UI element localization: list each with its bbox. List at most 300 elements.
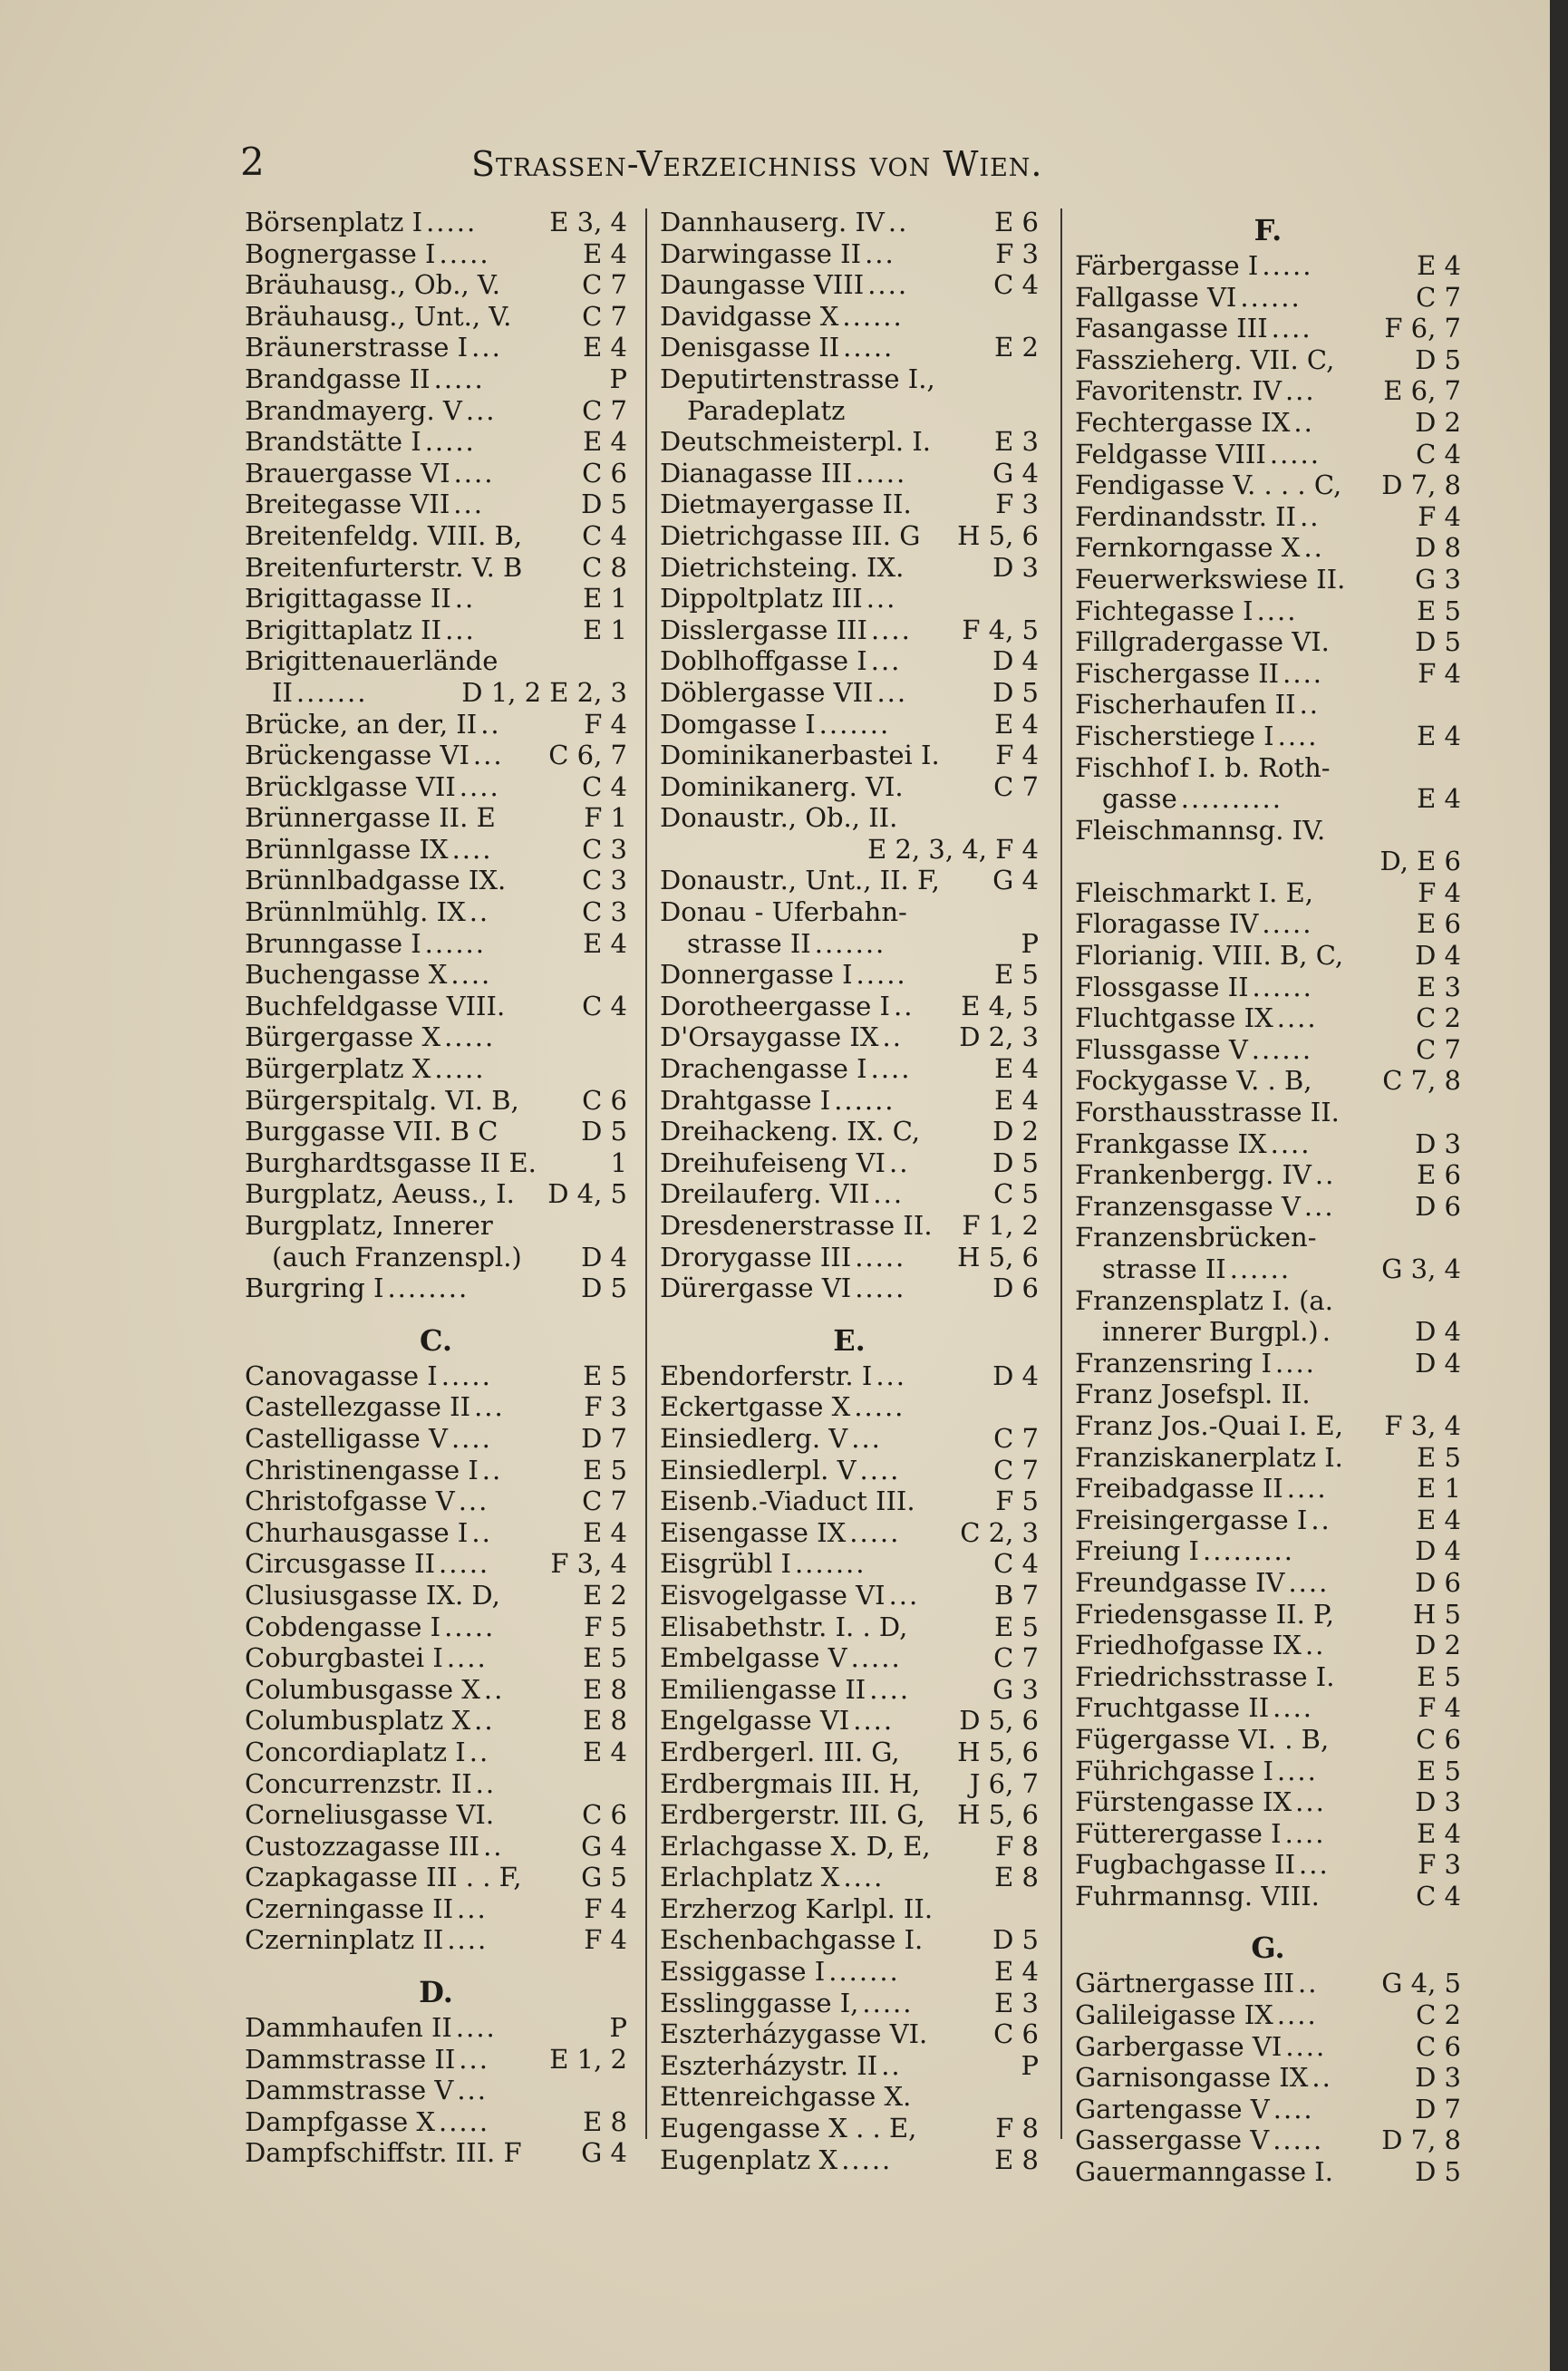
grid-reference: F 4 [1418,876,1461,908]
leader-dots: .... [870,614,912,645]
street-entry [245,2012,627,2044]
street-name: Flussgasse V [1075,1033,1248,1065]
grid-reference: P [1021,2049,1039,2081]
street-name: Bognergasse I [245,237,436,269]
street-name: Gärtnergasse III [1075,1968,1295,1999]
leader-dots: ..... [426,207,478,237]
grid-reference: D 6 [1415,1566,1461,1598]
grid-reference: C 7 [582,269,627,301]
grid-reference: E 1 [583,614,627,645]
street-entry [245,896,627,928]
leader-dots: .. [882,1021,903,1053]
leader-dots: .... [1275,1347,1316,1379]
leader-dots: ... [471,332,502,363]
section-heading: F. [1253,213,1282,247]
street-entry [660,1580,1039,1611]
street-entry [1075,564,1461,595]
leader-dots: .... [853,1705,895,1737]
street-entry [245,489,627,520]
section-spacer [1075,1911,1461,1924]
street-name: Eugengasse X . . E, [660,2113,917,2144]
leader-dots: .. [1312,2062,1332,2094]
section-heading: G. [1251,1931,1285,1966]
street-entry [245,2137,627,2169]
street-name: Paradeplatz [687,394,846,426]
leader-dots: .. [469,1736,490,1767]
street-entry [660,896,1039,928]
grid-reference: G 4, 5 [1381,1968,1461,1999]
street-entry [245,1021,627,1053]
street-entry [660,2050,1039,2082]
street-entry [245,1210,627,1242]
street-entry [1075,1535,1461,1567]
entry-continuation [245,677,627,709]
leader-dots: .... [447,1924,489,1956]
street-entry [1075,1379,1461,1410]
leader-dots: .. [1298,1968,1319,1999]
leader-dots: .. [888,1147,910,1178]
street-entry [660,991,1039,1022]
leader-dots: .... [1256,595,1298,626]
street-name: Czerninplatz II [245,1924,444,1956]
grid-reference: C 3 [582,865,627,896]
grid-reference: C 4 [582,519,627,551]
grid-reference: E 4 [994,1084,1039,1116]
street-entry [1075,501,1461,533]
street-name: Burgplatz, Innerer [245,1210,493,1241]
leader-dots: ... [453,489,484,520]
street-name: Churhausgasse I [245,1516,469,1548]
grid-reference: E 5 [1417,1441,1461,1473]
street-entry [1075,532,1461,564]
grid-reference: E 6 [1417,1159,1461,1191]
street-entry [660,1956,1039,1988]
leader-dots: ...... [842,300,904,332]
street-entry [245,1423,627,1455]
street-entry [245,834,627,866]
street-entry [1075,940,1461,972]
section-heading: D. [419,1975,453,2010]
street-name: Einsiedlerg. V [660,1422,848,1454]
leader-dots: .. [881,2049,902,2081]
leader-dots: ... [474,1391,505,1423]
street-entry [245,1391,627,1423]
grid-reference: C 6 [582,1799,627,1831]
street-entry [245,1085,627,1117]
street-entry [660,1831,1039,1863]
street-name: Bürgergasse X [245,1021,441,1053]
street-name: Fockygasse V. . B, [1075,1065,1312,1097]
leader-dots: ..... [439,1548,490,1580]
grid-reference: F 4 [1418,1692,1461,1724]
street-name: Fernkorngasse X [1075,532,1301,564]
street-name: Fürstengasse IX [1075,1786,1292,1818]
street-entry [660,1548,1039,1580]
street-name: strasse II [1102,1253,1226,1284]
leader-dots: .... [450,1422,492,1454]
street-entry [1075,1410,1461,1442]
street-name: Drachengasse I [660,1053,867,1085]
street-entry [245,1831,627,1863]
grid-reference: C 7 [993,1454,1039,1486]
street-name: Forsthausstrasse II. [1075,1097,1340,1128]
street-entry [660,301,1039,333]
street-name: Burgring I [245,1273,384,1304]
leader-dots: .......... [1180,783,1282,815]
grid-reference: E 4 [1417,1504,1461,1535]
street-name: Donnergasse I [660,959,853,991]
grid-reference: F 5 [584,1611,627,1642]
street-entry [1075,689,1461,721]
grid-reference: D 6 [1415,1190,1461,1222]
street-name: Dammstrasse II [245,2043,456,2075]
grid-reference: D 2 [1415,1630,1461,1661]
street-entry [660,426,1039,458]
grid-reference: D 3 [1415,2062,1461,2094]
grid-reference: C 2 [1416,1002,1461,1034]
grid-reference: E 4 [994,708,1039,740]
street-entry [245,1147,627,1179]
street-entry [660,2018,1039,2050]
leader-dots: ... [865,237,895,269]
entry-continuation [245,1242,627,1273]
street-entry [660,1391,1039,1423]
leader-dots: .... [451,833,493,865]
street-entry [245,1642,627,1674]
street-entry [245,991,627,1022]
grid-reference: D 7, 8 [1381,469,1461,501]
grid-reference: D 4 [1415,1535,1461,1567]
street-entry [660,1053,1039,1085]
leader-dots: .... [1286,1473,1328,1505]
street-name: Franziskanerplatz I. [1075,1441,1343,1473]
leader-dots: ..... [444,1021,496,1053]
grid-reference: C 6 [1416,1723,1461,1755]
leader-dots: ...... [1240,281,1302,313]
street-name: Dorotheergasse I [660,990,891,1021]
grid-reference: E 4, 5 [961,990,1039,1021]
street-name: Freisingergasse I [1075,1504,1308,1535]
street-name: Breitegasse VII [245,489,450,520]
street-name: Friedensgasse II. P, [1075,1598,1334,1630]
grid-reference: D 5 [992,676,1039,708]
street-entry [245,865,627,896]
street-name: Frankenbergg. IV [1075,1159,1312,1191]
leader-dots: ... [458,1486,489,1517]
grid-reference: C 7 [582,394,627,426]
street-name: Fasszieherg. VII. C, [1075,344,1335,375]
leader-dots: ..... [424,426,476,458]
grid-reference: E 2 [583,1579,627,1611]
leader-dots: .... [1276,1002,1318,1034]
leader-dots: ... [1299,1849,1330,1881]
street-entry [245,1273,627,1304]
leader-dots: ... [1295,1786,1326,1818]
grid-reference: E 1 [583,583,627,615]
street-entry [1075,375,1461,407]
street-name: Eugenplatz X [660,2144,838,2175]
street-entry [660,1705,1039,1737]
street-name: gasse [1102,783,1177,815]
street-name: Erdbergerstr. III. G, [660,1799,925,1831]
leader-dots: .. [483,1830,504,1862]
grid-reference: D 6 [992,1273,1039,1304]
grid-reference: E 3 [994,426,1039,458]
grid-reference: G 3, 4 [1381,1253,1461,1284]
leader-dots: .. [483,1673,505,1705]
leader-dots: ... [1303,1190,1335,1222]
grid-reference: E 6, 7 [1383,375,1461,407]
street-entry [660,1768,1039,1800]
leader-dots: .... [455,2012,497,2044]
street-entry [660,207,1039,238]
column-rule-2 [1060,208,1062,2139]
street-entry [660,1360,1039,1392]
street-name: Franzensplatz I. (a. [1075,1284,1333,1316]
grid-reference: J 6, 7 [969,1767,1039,1799]
street-entry [245,363,627,395]
street-name: Fruchtgasse II [1075,1692,1270,1724]
street-entry [245,645,627,677]
street-name: Bürgerspitalg. VI. B, [245,1084,519,1116]
street-entry [245,301,627,333]
street-name: Favoritenstr. IV [1075,375,1282,407]
street-entry [1075,1599,1461,1631]
street-name: Fendigasse V. . . . C, [1075,469,1342,501]
street-name: Erdbergerl. III. G, [660,1736,900,1767]
street-entry [1075,877,1461,909]
street-entry [1075,1285,1461,1317]
grid-reference: D 3 [1415,1127,1461,1159]
leader-dots: ...... [834,1084,895,1116]
grid-reference: C 6 [582,457,627,489]
street-name: II [272,676,293,708]
grid-reference: E 4 [583,1736,627,1767]
leader-dots: .. [894,990,915,1021]
street-name: Donaustr., Unt., II. F, [660,865,940,896]
street-name: Columbusplatz X [245,1705,471,1737]
leader-dots: ..... [1262,250,1313,281]
leader-dots: .. [1303,532,1324,564]
street-name: Fechtergasse IX [1075,406,1291,438]
grid-reference: E 3, 4 [549,207,627,237]
grid-reference: C 5 [993,1178,1039,1210]
grid-reference: E 4 [583,332,627,363]
grid-reference: G 4 [581,2137,627,2169]
street-entry [660,1116,1039,1147]
street-entry [245,771,627,803]
grid-reference: C 6 [582,1084,627,1116]
street-name: Eisengasse IX [660,1516,847,1548]
street-entry [1075,1724,1461,1756]
entry-continuation [1075,1316,1461,1348]
street-name: Fuhrmannsg. VIII. [1075,1880,1320,1911]
grid-reference: F 4 [1418,500,1461,532]
leader-dots: ..... [854,1391,905,1423]
grid-reference: D 2 [1415,406,1461,438]
grid-reference: E 4 [1417,720,1461,751]
grid-reference: C 2, 3 [960,1516,1039,1548]
street-entry [660,1210,1039,1242]
street-entry [245,1611,627,1643]
leader-dots: ... [459,2043,489,2075]
grid-reference: E 5 [583,1360,627,1391]
leader-dots: ..... [841,2144,893,2175]
grid-reference: E 1, 2 [549,2043,627,2075]
leader-dots: ... [876,1360,906,1391]
street-name: Franzensring I [1075,1347,1273,1379]
grid-reference: E 6 [1417,908,1461,940]
street-name: Coburgbastei I [245,1642,443,1674]
grid-reference: C 8 [582,551,627,583]
grid-reference: H 5, 6 [957,1736,1039,1767]
street-entry [245,2044,627,2076]
street-name: Frankgasse IX [1075,1127,1267,1159]
leader-dots: ... [851,1422,882,1454]
grid-reference: E 8 [583,2105,627,2137]
street-name: Fischerstiege I [1075,720,1274,751]
grid-reference: D 3 [992,551,1039,583]
street-name: Dresdenerstrasse II. [660,1210,933,1241]
street-name: Brauergasse VI [245,457,450,489]
grid-reference: D 8 [1415,532,1461,564]
street-name: Feuerwerkswiese II. [1075,563,1346,595]
street-name: Eschenbachgasse I. [660,1924,924,1956]
street-name: Fleischmannsg. IV. [1075,814,1326,846]
leader-dots: .. [475,1767,497,1799]
grid-reference: D 5 [992,1924,1039,1956]
street-name: Domgasse I [660,708,816,740]
street-entry [1075,1756,1461,1787]
grid-reference: D 4 [1415,940,1461,972]
street-name: Fleischmarkt I. E, [1075,876,1314,908]
grid-reference: F 4 [584,1892,627,1924]
street-name: Brigittenauerlände [245,645,498,677]
leader-dots: .. [1299,689,1321,721]
street-entry [660,458,1039,489]
street-entry [660,583,1039,615]
leader-dots: ..... [438,2105,490,2137]
street-entry [1075,2062,1461,2094]
leader-dots: ..... [440,1360,492,1391]
grid-reference: C 4 [1416,438,1461,469]
street-name: Eisenb.-Viaduct III. [660,1486,915,1517]
street-name: Gartengasse V [1075,2093,1270,2124]
grid-reference: E 8 [583,1673,627,1705]
leader-dots: .... [1282,657,1324,689]
grid-reference: F 4 [1418,657,1461,689]
grid-reference: D 1, 2 E 2, 3 [461,676,627,708]
street-entry [1075,2156,1461,2188]
street-entry [660,1517,1039,1549]
grid-reference: F 4 [584,1924,627,1956]
street-entry [245,802,627,834]
street-entry [1075,1505,1461,1536]
leader-dots: ..... [434,1053,486,1085]
index-column-1 [245,207,627,2169]
leader-dots: ..... [855,1241,906,1273]
street-entry [1075,1818,1461,1850]
street-name: Cobdengasse I [245,1611,441,1642]
leader-dots: .... [446,1642,488,1674]
grid-reference: C 3 [582,833,627,865]
leader-dots: ..... [856,457,907,489]
street-entry [660,1611,1039,1643]
leader-dots: ... [465,394,497,426]
leader-dots: ... [445,614,476,645]
entry-continuation [1075,783,1461,815]
street-entry [245,238,627,270]
street-name: Fütterergasse I [1075,1817,1282,1849]
street-name: Columbusgasse X [245,1673,480,1705]
street-name: Denisgasse II [660,332,840,363]
street-name: Bräunerstrasse I [245,332,469,363]
street-entry [1075,344,1461,376]
grid-reference: D 7 [1415,2093,1461,2124]
grid-reference: F 3, 4 [550,1548,627,1580]
section-spacer [245,1304,627,1317]
grid-reference: F 8 [995,2113,1039,2144]
street-name: Fillgradergasse VI. [1075,626,1330,658]
grid-reference: C 3 [582,896,627,928]
street-entry [1075,1999,1461,2031]
street-entry [660,489,1039,520]
street-name: Canovagasse I [245,1360,438,1391]
leader-dots: ..... [862,1987,914,2018]
street-entry [245,1517,627,1549]
grid-reference: H 5 [1413,1598,1461,1630]
grid-reference: C 7 [582,1486,627,1517]
grid-reference: H 5, 6 [957,1241,1039,1273]
grid-reference: E 4 [994,1956,1039,1988]
leader-dots: ...... [1251,1033,1313,1065]
street-name: Essiggasse I [660,1956,826,1988]
grid-reference: D 5, 6 [959,1705,1039,1737]
street-entry [245,1705,627,1737]
leader-dots: ..... [849,1516,901,1548]
leader-dots: .. [454,583,476,615]
street-entry [1075,250,1461,282]
leader-dots: .. [474,1705,495,1737]
leader-dots: .... [1270,1127,1312,1159]
street-entry [245,1548,627,1580]
street-name: Drahtgasse I [660,1084,831,1116]
grid-reference: F 1 [584,802,627,834]
grid-reference: F 3 [995,237,1039,269]
leader-dots: ..... [439,237,490,269]
grid-reference: B 7 [994,1579,1039,1611]
street-entry [245,552,627,584]
street-name: Doblhoffgasse I [660,645,867,677]
grid-reference: C 7 [1416,1033,1461,1065]
grid-reference: C 6 [993,2018,1039,2050]
street-name: Dianagasse III [660,457,853,489]
street-entry [660,1085,1039,1117]
leader-dots: ... [457,2075,488,2106]
street-entry [1075,815,1461,847]
leader-dots: ....... [794,1548,866,1580]
grid-reference: G 4 [992,865,1039,896]
leader-dots: .... [1277,720,1319,751]
grid-reference: D 7, 8 [1381,2124,1461,2156]
grid-reference: G 3 [1415,563,1461,595]
grid-reference: F 4 [995,740,1039,771]
street-name: Dreihackeng. IX. C, [660,1116,921,1147]
street-name: Fichtegasse I [1075,595,1253,626]
grid-reference: D 4 [1415,1347,1461,1379]
street-name: Brünnlmühlg. IX [245,896,466,928]
street-entry [660,1147,1039,1179]
